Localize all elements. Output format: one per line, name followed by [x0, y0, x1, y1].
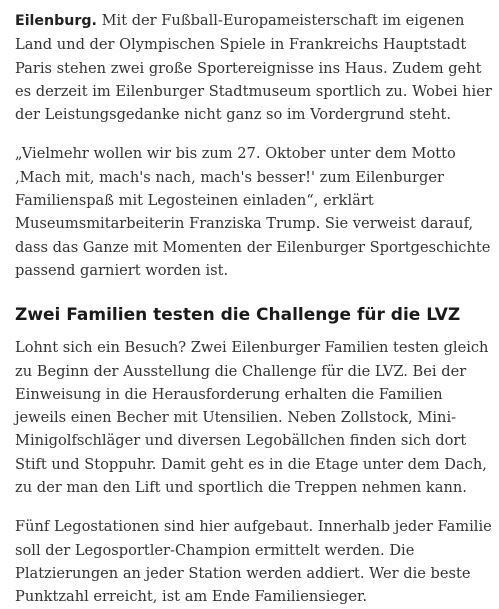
article-body	[15, 9, 493, 609]
paragraph-intro-text: Mit der Fußball-Europameisterschaft im eigenen Land und der Olympischen Spiele in Frankreichs Hauptstadt Paris stehen zwei große Sportereignisse ins Haus. Zudem geht es derzeit im Eilenburger Stadtmuseum sportlich zu. Wobei hier der Leistungsgedanke nicht ganz so im Vordergrund steht.	[15, 12, 492, 124]
paragraph-visit: Lohnt sich ein Besuch? Zwei Eilenburger Familien testen gleich zu Beginn der Ausstellung die Challenge für die LVZ. Bei der Einweisung in die Herausforderung erhalten die Familien jeweils einen Becher mit Utensilien. Neben Zollstock, Mini-Minigolfschläger und diversen Legobällchen finden sich dort Stift und Stoppuhr. Damit geht es in die Etage unter dem Dach, zu der man den Lift und sportlich die Treppen nehmen kann.	[15, 339, 489, 497]
paragraph-stations: Fünf Legostationen sind hier aufgebaut. Innerhalb jeder Familie soll der Legosportler-Champion ermittelt werden. Die Platzierungen an jeder Station werden addiert. Wer die beste Punktzahl erreicht, ist am Ende Familiensieger.	[15, 518, 492, 606]
article-subheading: Zwei Familien testen die Challenge für die LVZ	[15, 305, 461, 326]
paragraph-intro	[15, 9, 493, 126]
paragraph-quote: „Vielmehr wollen wir bis zum 27. Oktober unter dem Motto ‚Mach mit, mach's nach, mach's besser!' zum Eilenburger Familienspaß mit Legosteinen einladen“, erklärt Museumsmitarbeiterin Franziska Trump. Sie verweist darauf, dass das Ganze mit Momenten der Eilenburger Sportgeschichte passend garniert worden ist.	[15, 145, 491, 279]
dateline: Eilenburg.	[15, 13, 97, 29]
